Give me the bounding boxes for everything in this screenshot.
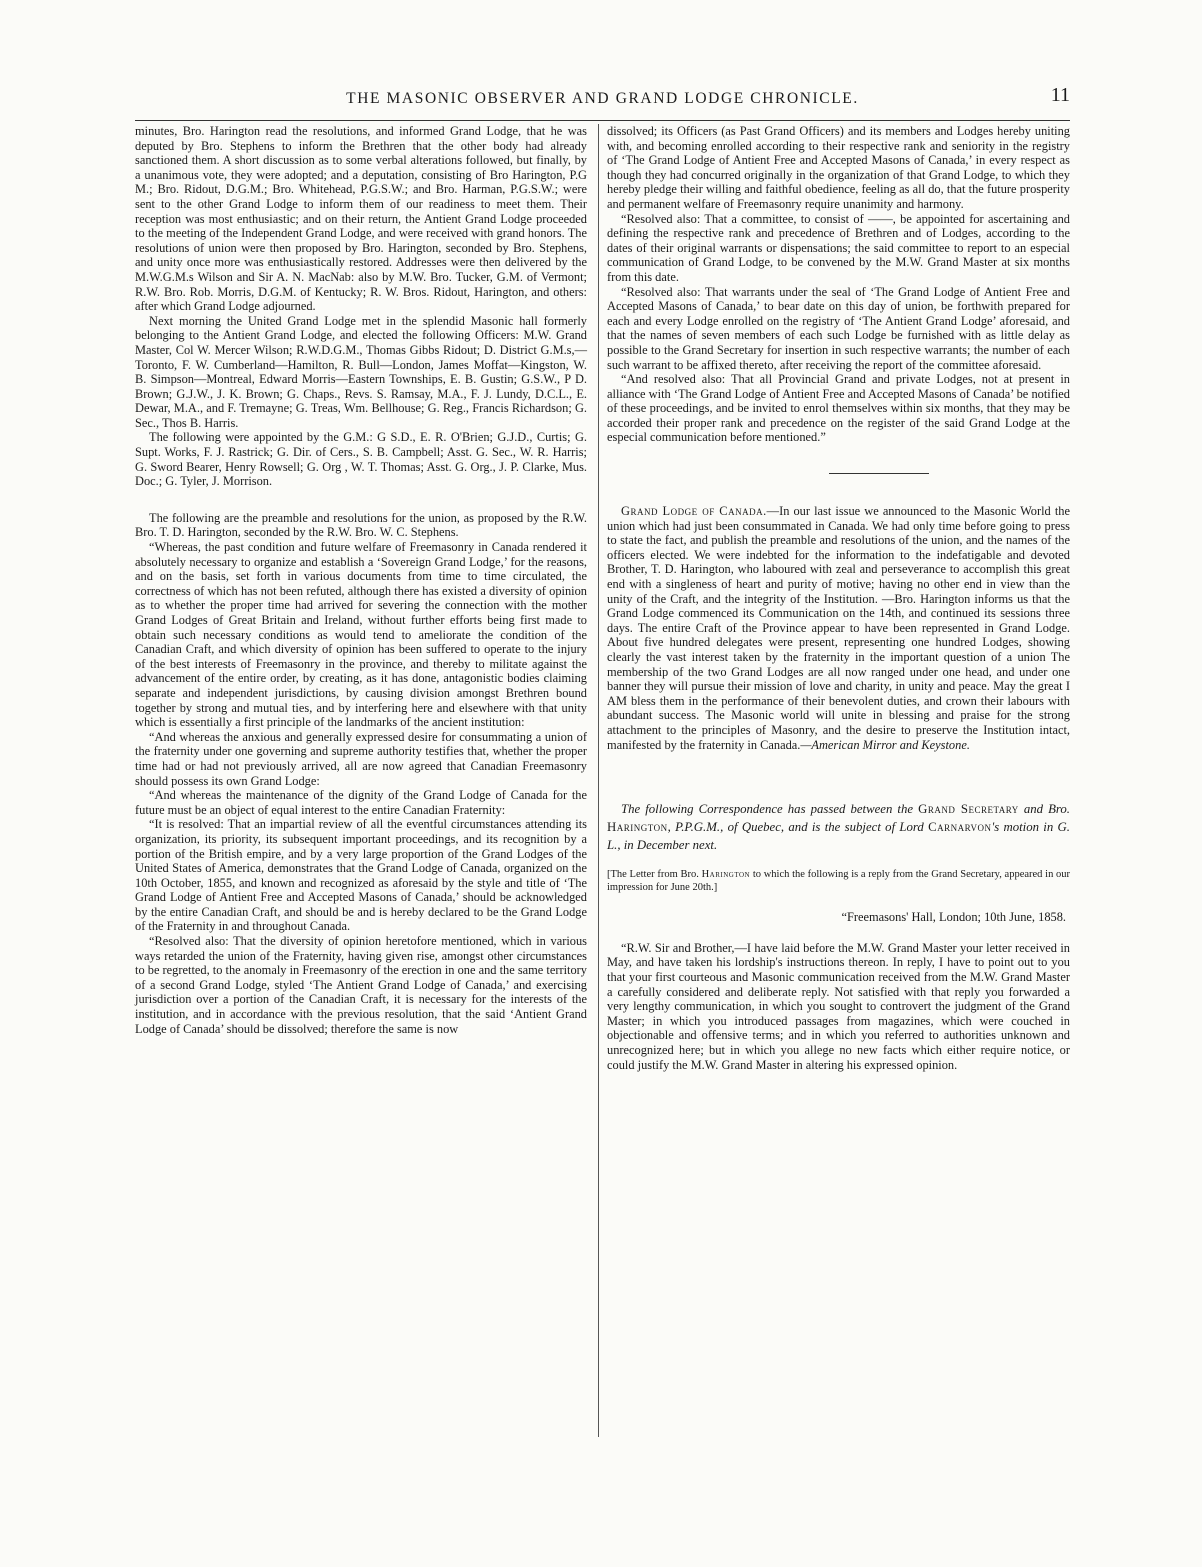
paragraph: “And whereas the maintenance of the dignity of the Grand Lodge of Canada for the future must be an object of equal interest to the entire Canadian Fraternity: (135, 788, 587, 817)
intro-name: Harington (607, 820, 668, 835)
left-column (135, 124, 587, 1036)
editorial-note (607, 868, 1070, 894)
intro-name: Grand Secretary (918, 802, 1019, 817)
right-column (607, 124, 1070, 1072)
paragraph: The following are the preamble and resolutions for the union, as proposed by the R.W. Bro. T. D. Harington, seconded by the R.W. Bro. W. C. Stephens. (135, 510, 587, 540)
paragraph: “And whereas the anxious and generally expressed desire for consummating a union of the fraternity under one governing and supreme authority testifies that, whether the proper time had or had not previously arrived, all are now agreed that Canadian Freemasonry should possess its own Grand Lodge: (135, 729, 587, 788)
letter-dateline: “Freemasons' Hall, London; 10th June, 1858. (841, 910, 1066, 925)
paragraph: The following were appointed by the G.M.: G S.D., E. R. O'Brien; G.J.D., Curtis; G. Supt. Works, F. J. Rastrick; G. Dir. of Cers., S. B. Campbell; Asst. G. Sec., W. R. Harris; G. Sword Bearer, Henry Rowsell; G. Org , W. T. Thomas; Asst. G. Org., J. P. Clarke, Mus. Doc.; G. Tyler, J. Morrison. (135, 430, 587, 489)
note-text: to which the following is a reply from the Grand Secretary, appeared in our impression for June 20th.] (607, 869, 1071, 894)
paragraph: minutes, Bro. Harington read the resolutions, and informed Grand Lodge, that he was deputed by Bro. Stephens to inform the Brethren that the other body had already sanctioned them. A short discussion as to some verbal alterations followed, but finally, by a unanimous vote, they were adopted; and a deputation, consisting of Bro Harington, P.G M.; Bro. Ridout, D.G.M.; Bro. Whitehead, P.G.S.W.; and Bro. Harman, P.G.S.W.; were sent to the other Grand Lodge to inform them of our readiness to meet them. Their reception was most enthusiastic; and on their return, the Antient Grand Lodge proceeded to the meeting of the Independent Grand Lodge, and were received with grand honors. The resolutions of union were then proposed by Bro. Harington, seconded by Bro. Stephens, and unity once more was enthusiastically restored. Addresses were then delivered by the M.W.G.M.s Wilson and Sir A. N. MacNab: also by M.W. Bro. Tucker, G.M. of Vermont; R.W. Bro. Rob. Morris, D.G.M. of Kentucky; R. W. Bros. Ridout, Harington, and others: after which Grand Lodge adjourned. (135, 124, 587, 314)
paragraph: “Resolved also: That warrants under the seal of ‘The Grand Lodge of Antient Free and Accepted Masons of Canada,’ to bear date on this day of union, be forthwith prepared for each and every Lodge enrolled on the registry of ‘The Antient Grand Lodge’ aforesaid, and that the names of seven members of each such Lodge be furnished with as little delay as possible to the Grand Secretary for insertion in such respective warrants; the number of each such warrant to be affixed thereto, after receiving the report of the committee aforesaid. (607, 284, 1070, 372)
paragraph: “Resolved also: That a committee, to consist of ——, be appointed for ascertaining and defining the respective rank and precedence of Brethren and of Lodges, according to the dates of their original warrants or dispensations; the said committee to report to an especial communication of Grand Lodge, to be convened by the M.W. Grand Master at six months from this date. (607, 211, 1070, 284)
paragraph: “And resolved also: That all Provincial Grand and private Lodges, not at present in alliance with ‘The Grand Lodge of Antient Free and Accepted Masons of Canada’ be notified of these proceedings, and be invited to enrol themselves within six months, that they may be accorded their proper rank and precedence on the register of the said Grand Lodge at the especial communication before mentioned.” (607, 372, 1070, 445)
source-attribution: —American Mirror and Keystone. (800, 737, 970, 752)
paragraph: “It is resolved: That an impartial review of all the eventful circumstances attending its organization, its priority, its subsequent important proceedings, and its recognition by a portion of the British empire, and by a very large proportion of the Grand Lodges of the United States of America, demonstrates that the Grand Lodge of Canada, organized on the 10th October, 1855, and known and recognized as aforesaid by the style and title of ‘The Grand Lodge of Antient Free and Accepted Masons of Canada,’ should be acknowledged by the entire Canadian Craft, and should be and is hereby declared to be the Grand Lodge of the Fraternity in and throughout Canada. (135, 817, 587, 934)
paragraph: “Resolved also: That the diversity of opinion heretofore mentioned, which in various ways retarded the union of the Fraternity, having given rise, amongst other circumstances to be regretted, to the anomaly in Freemasonry of the erection in one and the same territory of a second Grand Lodge, styled ‘The Antient Grand Lodge of Canada,’ and exercising jurisdiction over a portion of the Canadian Craft, it is necessary for the interests of the institution, and in accordance with the previous resolution, that the said ‘Antient Grand Lodge of Canada’ should be dissolved; therefore the same is now (135, 934, 587, 1036)
paragraph-text: —In our last issue we announced to the Masonic World the union which had just been consummated in Canada. We had only time before going to press to state the fact, and publish the preamble and resolutions of the union, and the names of the officers elected. We were indebted for the information to the indefatigable and devoted Brother, T. D. Harington, who laboured with zeal and perseverance to accomplish this great end with a singleness of heart and purity of motive; having no other end in view than the unity of the Craft, and the integrity of the Institution. —Bro. Harington informs us that the Grand Lodge commenced its Communication on the 14th, and continued its sessions three days. The entire Craft of the Province appear to have been represented in Grand Lodge. About five hundred delegates were present, representing one hundred Lodges, showing clearly the vast interest taken by the fraternity in the important question of a union The membership of the two Grand Lodges are all now ranged under one head, and under one banner they will pursue their mission of love and charity, in unity and peace. May the great I AM bless them in the performance of their benevolent duties, and crown their labours with abundant success. The Masonic world will unite in blessing and praise for the strong attachment to the principles of Masonry, and the desire to preserve the Institution intact, manifested by the fraternity in Canada. (607, 504, 1070, 752)
section-divider (829, 473, 929, 474)
intro-text: and Bro. (1023, 802, 1070, 817)
paragraph: Next morning the United Grand Lodge met in the splendid Masonic hall formerly belonging to the Antient Grand Lodge, and elected the following Officers: M.W. Grand Master, Col W. Mercer Wilson; R.W.D.G.M., Thomas Gibbs Ridout; D. District G.M.s,—Toronto, F. W. Cumberland—Hamilton, R. Bull—London, James Moffat—Kingston, W. B. Simpson—Montreal, Edward Morris—Eastern Townships, E. B. Gustin; G.S.W., P D. Brown; G.J.W., J. K. Brown; G. Chaps., Revs. S. Ramsay, M.A., F. J. Lundy, D.C.L., E. Dewar, M.A., and F. Tremayne; G. Treas, Wm. Bellhouse; G. Reg., Francis Richardson; G. Sec., Thos B. Harris. (135, 313, 587, 430)
intro-text: , P.P.G.M., of Quebec, and is the subject of Lord (667, 820, 924, 835)
paragraph: “Whereas, the past condition and future welfare of Freemasonry in Canada rendered it absolutely necessary to organize and establish a ‘Sovereign Grand Lodge,’ for the reasons, and on the basis, set forth in various documents from time to time circulated, the correctness of which has not been refuted, although there has existed a diversity of opinion as to whether the proper time had arrived for severing the connection with the mother Grand Lodges of Great Britain and Ireland, without further efforts being first made to obtain such necessary conditions as would tend to ameliorate the condition of the Canadian Craft, and which diversity of opinion has been suffered to operate to the injury of the best interests of Freemasonry in the province, and thereby to militate against the advancement of the entire order, by creating, as it has done, antagonistic bodies claiming separate and independent jurisdictions, by causing division amongst Brethren bound together by strong and mutual ties, and by interfering here and elsewhere with that unity which is essentially a first principle of the landmarks of the ancient institution: (135, 540, 587, 730)
column-divider (598, 124, 599, 1437)
page-number: 11 (1050, 84, 1070, 106)
paragraph (607, 504, 1070, 752)
letter-body: “R.W. Sir and Brother,—I have laid before the M.W. Grand Master your letter received in May, and have taken his lordship's instructions thereon. In reply, I have to point out to you that your first courteous and Masonic communication received from the M.W. Grand Master a carefully considered and deliberate reply. Not satisfied with that reply you forwarded a very lengthy communication, in which you sought to controvert the judgment of the Grand Master; in which you introduced passages from magazines, which were couched in objectionable and offensive terms; and in which you referred to authorities unknown and unrecognized here; but in which you allege no new facts which either require notice, or could justify the M.W. Grand Master in altering his expressed opinion. (607, 940, 1070, 1072)
header-rule (135, 120, 1070, 121)
note-name: Harington (701, 869, 751, 881)
intro-text: The following Correspondence has passed between the (621, 802, 914, 817)
paragraph: dissolved; its Officers (as Past Grand Officers) and its members and Lodges hereby uniting with, and becoming enrolled according to their respective rank and seniority in the registry of ‘The Grand Lodge of Antient Free and Accepted Masons of Canada,’ in every respect as though they had concurred originally in the organization of that Grand Lodge, to which they hereby pledge their willing and faithful obedience, feeling as all do, that the future prosperity and permanent welfare of Freemasonry require unanimity and harmony. (607, 124, 1070, 211)
intro-name: Carnarvon (928, 820, 992, 835)
section-heading: Grand Lodge of Canada. (621, 504, 767, 519)
correspondence-intro (607, 800, 1070, 854)
intro-text: 's motion in G. L., in December next. (607, 820, 1070, 853)
page-header (135, 84, 1070, 114)
note-text: [The Letter from Bro. (607, 869, 699, 881)
running-title: THE MASONIC OBSERVER AND GRAND LODGE CHRONICLE. (346, 90, 859, 107)
